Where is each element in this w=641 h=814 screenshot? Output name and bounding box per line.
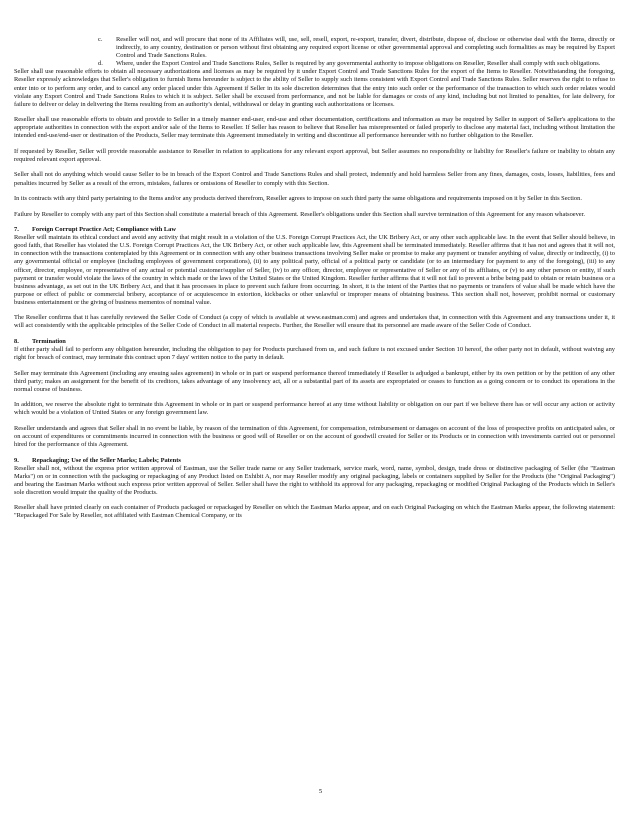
list-item-text: Where, under the Export Control and Trade Sanctions Rules, Seller is required by any governmental authority to impose obligations on Reseller, Reseller shall comply with such obligations. — [116, 60, 601, 68]
page-number: 5 — [318, 788, 323, 795]
list-item — [14, 36, 615, 60]
paragraph-code-of-conduct: The Reseller confirms that it has carefully reviewed the Seller Code of Conduct (a copy of which is available at www.eastman.com) and agrees and undertakes that, in connection with this Agreement and any transactions under it, it will act consistently with the applicable principles of the Seller Code of Conduct in all material respects. Further, the Reseller will ensure that its personnel are made aware of the Seller Code of Conduct. — [14, 314, 615, 330]
paragraph-anti-corruption: Reseller will maintain its ethical conduct and avoid any activity that might result in a violation of the U.S. Foreign Corrupt Practices Act, the UK Bribery Act, or any other such applicable law. In the event that Seller should believe, in good faith, that Reseller has violated the U.S. Foreign Corrupt Practices Act, the UK Bribery Act, or other such applicable law, this Agreement shall be terminated immediately. Reseller affirms that it has not and agrees that it will not, in connection with the transactions contemplated by this Agreement or in connection with any other business transactions involving Seller make or promise to make any payment or transfer anything of value, directly or indirectly, (i) to any governmental official or employee (including employees of government corporations), (ii) to any political party, official of a political party or candidate (or to an intermediary for payment to any of the foregoing), (iii) to any officer, director, employee, or representative of any actual or potential customer/supplier of Seller, (iv) to any officer, director, employee or representative of Seller or any of its affiliates, or (v) to any other person or entity, if such payment or transfer would violate the laws of the country in which made or the laws of the United States or the United Kingdom. Reseller further affirms that it will not fail to prevent a bribe being paid to obtain or retain business or a business advantage, as set out in the UK Bribery Act, and that it has processes in place to prevent such failure from occurring. In short, it is the intent of the Parties that no payments or transfers of value shall be made which have the purpose or effect of public or commercial bribery, acceptance of or acquiescence in extortion, kickbacks or other unlawful or improper means of obtaining business. This section shall not, however, prohibit normal or customary business entertainment or the giving of business mementos of nominal value. — [14, 234, 615, 306]
paragraph-termination-bankruptcy: Seller may terminate this Agreement (including any ensuing sales agreement) in whole or in part or suspend performance thereof immediately if Reseller is adjudged a bankrupt, either by its own petition or by the petition of any other third party; makes an assignment for the benefit of its creditors, takes advantage of any insolvency act, all or a substantial part of its assets are expropriated or ceases to function as a going concern or to conduct its operations in the normal course of business. — [14, 369, 615, 393]
paragraph-third-party-obligations: In its contracts with any third party pertaining to the Items and/or any products derived therefrom, Reseller agrees to impose on such third party the same obligations and requirements imposed on it by Seller in this Section. — [14, 195, 582, 203]
section-heading-7 — [14, 226, 615, 234]
paragraph-end-user-documentation: Reseller shall use reasonable efforts to obtain and provide to Seller in a timely manner end-user, end-use and other documentation, certifications and information as may be required by Seller in support of Seller's applications to the appropriate authorities in connection with the export and/or sale of the Items to Reseller. If Seller has reason to believe that Reseller has misrepresented or failed properly to disclose any material fact, including without limitation the intended end-use/end-user or destination of the Products, Seller may terminate this Agreement immediately in writing and discontinue all performance hereunder with no further obligation to the Reseller. — [14, 116, 615, 140]
list-item — [14, 60, 615, 68]
section-title: Repackaging; Use of the Seller Marks; Labels; Patents — [32, 456, 181, 464]
section-number: 8. — [14, 337, 19, 345]
section-number: 9. — [14, 456, 19, 464]
paragraph-export-approval-assistance: If requested by Reseller, Seller will provide reasonable assistance to Reseller in relation to applications for any relevant export approval, but Seller assumes no responsibility or liability for Reseller's failure or inability to obtain any required relevant export approval. — [14, 147, 615, 163]
paragraph-eastman-marks: Reseller shall not, without the express prior written approval of Eastman, use the Seller trade name or any Seller trademark, service mark, word, name, symbol, design, trade dress or distinctive packaging of Seller (the "Eastman Marks") on or in connection with the packaging or repackaging of any Product listed on Exhibit A, nor may Reseller modify any original packaging, labels or containers supplied by Seller for the Products (the "Original Packaging") and bearing the Eastman Marks without such express prior written approval of Seller. Seller shall have the right to withhold its approval for any packaging, repackaging or modified Original Packaging of the Products which in Seller's sole discretion would impair the quality of the Products. — [14, 464, 615, 496]
list-item-text: Reseller will not, and will procure that none of its Affiliates will, use, sell, resell, export, re-export, transfer, divert, distribute, dispose of, disclose or otherwise deal with the Items, directly or indirectly, to any country, destination or person without first obtaining any required export license or other governmental approval and completing such formalities as may be required by Export Control and Trade Sanctions Rules. — [116, 36, 615, 60]
list-marker: c. — [98, 36, 103, 43]
section-title: Termination — [32, 337, 66, 345]
list-marker: d. — [98, 60, 103, 68]
paragraph-export-authorizations: Seller shall use reasonable efforts to obtain all necessary authorizations and licenses as may be required by it under Export Control and Trade Sanctions Rules for the export of the Items to Reseller. Notwithstanding the foregoing, Reseller expressly acknowledges that Seller's obligation to furnish Items hereunder is subject to the ability of Seller to supply such items consistent with Export Control and Trade Sanctions Rules. Seller reserves the right to refuse to enter into or to perform any order, and to cancel any order placed under this Agreement if Seller in its sole discretion determines that the entry into such order or the performance of the transaction to which such order relates would violate any Export Control and Trade Sanctions Rules to which it is subject. Seller shall be excused from performance, and not be liable for damages or costs of any kind, including but not limited to penalties, for late delivery, for failure to deliver or delay in delivering the Items resulting from an authority's denial, withdrawal or delay in granting such authorizations or licenses. — [14, 68, 615, 108]
paragraph-no-liability: Reseller understands and agrees that Seller shall in no event be liable, by reason of the termination of this Agreement, for compensation, reimbursement or damages on account of the loss of prospective profits on anticipated sales, or on account of expenditures or commitments incurred in connection with the business or good will of Reseller or on the account of goodwill created for Seller or its Products or in connection with investments carried out or personnel hired for the performance of this Agreement. — [14, 424, 615, 449]
paragraph-termination-law-violation: In addition, we reserve the absolute right to terminate this Agreement in whole or in part or suspend performance hereof at any time without liability or obligation on our part if we believe there has or will occur any action or activity which would be a violation of United States or any foreign government law. — [14, 401, 615, 417]
section-number: 7. — [14, 226, 19, 234]
section-heading-9 — [14, 457, 615, 465]
paragraph-material-breach: Failure by Reseller to comply with any part of this Section shall constitute a material breach of this Agreement. Reseller's obligations under this Section shall survive termination of this Agreement for any reason whatsoever. — [14, 210, 586, 218]
section-heading-8 — [14, 338, 615, 346]
paragraph-repackaging-statement: Reseller shall have printed clearly on each container of Products packaged or repackaged by Reseller on which the Eastman Marks appear, and on each Original Packaging on which the Eastman Marks appear, the following statement: "Repackaged For Sale by Reseller, not affiliated with Eastman Chemical Company, or its — [14, 504, 615, 520]
paragraph-indemnification: Seller shall not do anything which would cause Seller to be in breach of the Export Control and Trade Sanctions Rules and shall protect, indemnify and hold harmless Seller from any fines, damages, costs, losses, liabilities, fees and penalties incurred by Seller as a result of the errors, mistakes, failures or omissions of Reseller to comply with this Section. — [14, 171, 615, 187]
section-title: Foreign Corrupt Practice Act; Compliance with Law — [32, 226, 176, 234]
paragraph-termination-default: If either party shall fail to perform any obligation hereunder, including the obligation to pay for Products purchased from us, and such failure is not excused under Section 10 hereof, the other party not in default, without waiving any right for breach of contract, may terminate this contract upon 7 days' written notice to the party in default. — [14, 346, 615, 362]
